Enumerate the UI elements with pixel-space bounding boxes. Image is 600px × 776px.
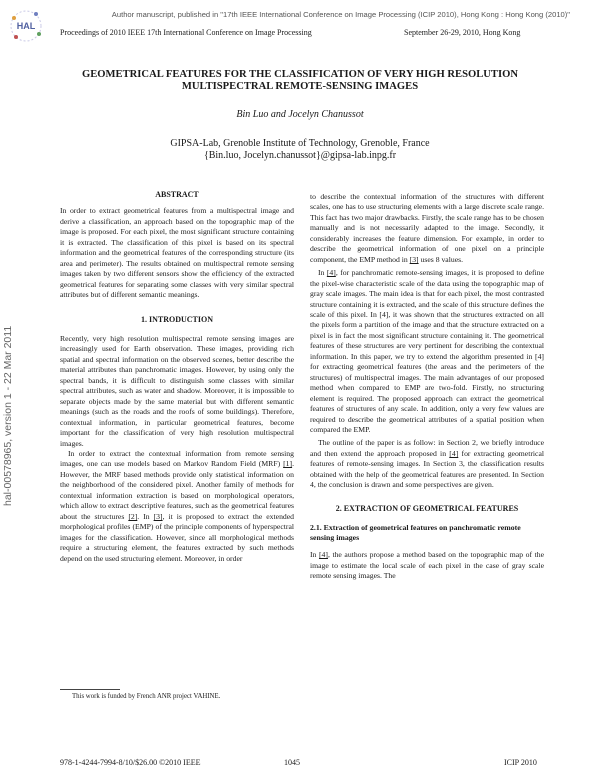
affiliation [60, 138, 540, 162]
citation-link[interactable]: [4] [326, 268, 336, 278]
text-run: to describe the contextual information of the structures with different scales, one has to use structuring elements with a large discrete scale range. This fact has two major drawbacks. Firstly, the scale range has to be chosen manually and is not necessarily adapted to the image. Secondly, it considerably increases the feature dimension. For example, in order to describe the geometrical information of one pixel on a principle component, the EMP method in [310, 192, 544, 264]
text-run: . In [137, 511, 154, 521]
section-1-heading: 1. INTRODUCTION [140, 314, 213, 324]
text-run: . However, the MRF based methods provide only statistical information on the neighborhood of the considered pixel. Another family of methods for contextual information extraction is based on morphological operators, which allow to extract descriptive features, such as the geometrical features about the structures [60, 459, 294, 521]
hal-logo-icon [6, 6, 46, 46]
text-run: for extracting geometrical features of remote-sensing images. In Section 3, the classification results obtained with the help of the geometrical features are presented. In Section 4, the conclusion is drawn and some perspectives are given. [310, 448, 544, 490]
citation-link[interactable]: [1] [283, 459, 293, 469]
intro-paragraph-3 [310, 192, 544, 265]
intro-paragraph-5 [310, 438, 544, 490]
abstract-heading: ABSTRACT [155, 190, 199, 199]
footer-copyright: 978-1-4244-7994-8/10/$26.00 ©2010 IEEE [60, 758, 201, 767]
text-run: In [318, 268, 327, 278]
intro-paragraph-1: Recently, very high resolution multispectral remote sensing images are increasingly used for Earth observation. These images, providing rich spatial and spectral information on the observed scenes, better describe the material attributes than panchromatic images. However, by using only the spectral bands, it is difficult to distinguish some classes with similar spectral attributes, such as water and shadow. Moreover, it is impossible to separate objects made by the same material but with different semantic meanings (such as the roads and the roofs of some buildings). Therefore, contextual information, in particular geometrical features, become important for the classification of very high resolution multispectral images. [60, 333, 294, 448]
section-2-heading: 2. EXTRACTION OF GEOMETRICAL FEATURES [335, 503, 519, 513]
citation-link[interactable]: [3] [409, 254, 419, 264]
left-column [60, 190, 294, 564]
hal-logo [6, 6, 46, 46]
section-2-paragraph-1 [310, 550, 544, 581]
text-run: uses 8 values. [418, 254, 464, 264]
proceedings-date: September 26-29, 2010, Hong Kong [404, 28, 521, 37]
citation-link[interactable]: [2] [128, 511, 138, 521]
title-line-2: MULTISPECTRAL REMOTE-SENSING IMAGES [181, 81, 419, 92]
affiliation-institution: GIPSA-Lab, Grenoble Institute of Technology, Grenoble, France [170, 138, 430, 149]
right-column [310, 192, 544, 582]
text-run: The outline of the paper is as follow: in Section 2, we briefly introduce and then extend the approach proposed in [310, 438, 544, 458]
footer-conference: ICIP 2010 [504, 758, 537, 767]
citation-link[interactable]: [4] [318, 550, 328, 560]
paper-title [60, 69, 540, 93]
citation-link[interactable]: [4] [449, 448, 459, 458]
authors: Bin Luo and Jocelyn Chanussot [236, 109, 364, 120]
text-run: , for panchromatic remote-sensing images, it is proposed to define the pixel-wise characteristic scale of the data using the topographic map of gray scale images. The main idea is that for each pixel, the most contrasted structure containing it is extracted, and the scale of this structure defines the scale of this pixel. In [4], it was shown that the structures extracted on all the pixels form a partition of the image and that the structure extracted on a pixel is in fact the most significant structure containing it. The geometrical features of these structures are very pertinent for describing the contextual information. In this paper, we try to extend the algorithm presented in [4] for extracting geometrical features (the areas and the perimeters of the structures) of multispectral images. The main advantages of our proposed method when compared to EMP are two-fold. Firstly, no structuring element is required. The proposed approach can extract the geometrical features of structures of any scale. In addition, only a very few values are required to describe the geometrical attributes of a spatial position when compared the EMP. [310, 268, 545, 434]
affiliation-emails: {Bin.luo, Jocelyn.chanussot}@gipsa-lab.inpg.fr [203, 150, 397, 161]
text-run: , the authors propose a method based on the topographic map of the image to estimate the local scale of each pixel in the case of gray scale remote sensing images. The [310, 550, 544, 581]
footnote-divider [60, 689, 120, 690]
hal-identifier: hal-00578965, version 1 - 22 Mar 2011 [2, 325, 14, 506]
text-run: In [310, 550, 319, 560]
intro-paragraph-2 [60, 449, 294, 564]
proceedings-title: Proceedings of 2010 IEEE 17th International Conference on Image Processing [60, 28, 312, 37]
citation-link[interactable]: [3] [153, 511, 163, 521]
text-run: , it is proposed to extract the extended morphological profiles (EMP) of the principle components of hyperspectral images for the classification. However, since all morphological methods require a structuring element, the features extracted by such methods depend on the used structuring element. Moreover, in order [60, 511, 295, 563]
title-line-1: GEOMETRICAL FEATURES FOR THE CLASSIFICATION OF VERY HIGH RESOLUTION [81, 69, 518, 80]
abstract-text: In order to extract geometrical features from a multispectral image and derive a classification, an approach based on the topographic map of the image is proposed. For each pixel, the most significant structure containing it is extracted. The classification of this pixel is based on its spectral information and the geometrical features of the corresponding structure (its area and perimeter). The results obtained on multispectral remote sensing images taken by two different sensors show the efficiency of the extracted geometrical features for separating some classes with very similar spectral attributes but of different semantic meanings. [60, 206, 294, 300]
page-number: 1045 [284, 758, 300, 767]
text-run: In order to extract the contextual information from remote sensing images, one can use models based on Markov Random Field (MRF) [60, 448, 294, 469]
intro-paragraph-4 [310, 268, 544, 435]
footnote: This work is funded by French ANR project VAHINE. [72, 693, 221, 700]
svg-text:HAL: HAL [16, 21, 36, 31]
subsection-2-1-heading: 2.1. Extraction of geometrical features on panchromatic remote sensing images [310, 523, 521, 543]
manuscript-note: Author manuscript, published in "17th IEEE International Conference on Image Processing (ICIP 2010), Hong Kong : Hong Kong (2010)" [111, 10, 570, 19]
